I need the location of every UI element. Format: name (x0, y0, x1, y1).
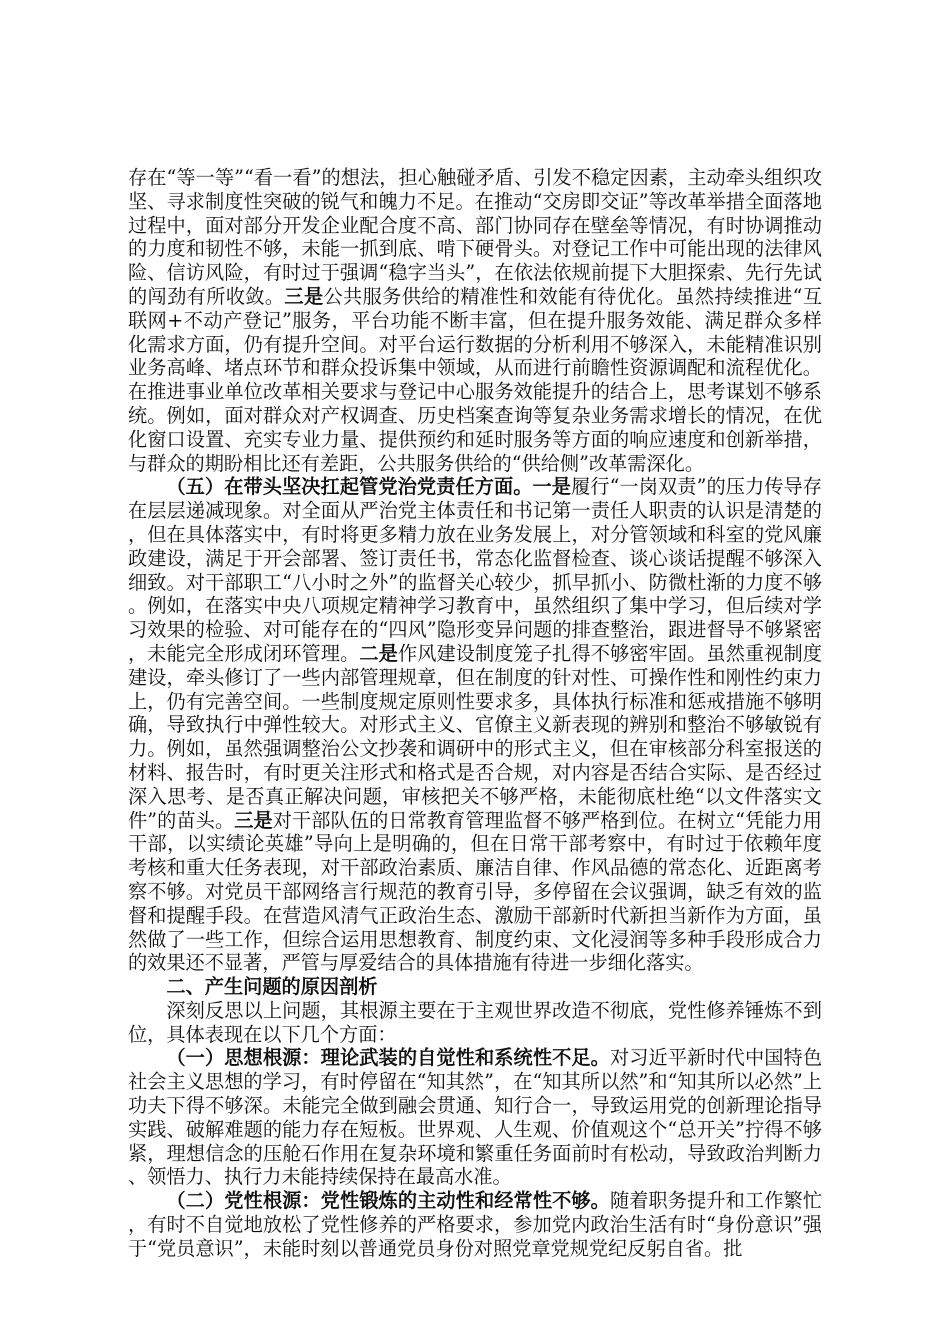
paragraph-ideological-root (128, 1046, 822, 1189)
section-heading-2: 二、产生问题的原因剖析 (166, 975, 378, 999)
paragraph-text: 随着职务提升和工作繁忙，有时不自觉地放松了党性修养的严格要求，参加党内政治生活有时“身份意识”强于“党员意识”，未能时刻以普通党员身份对照党章党规党纪反躬自省。批 (128, 1189, 823, 1260)
subsection-heading-1: （一）思想根源：理论武装的自觉性和系统性不足。 (166, 1046, 610, 1070)
bold-lead: 二是 (359, 641, 398, 665)
paragraph-text: 存在“等一等”“看一看”的想法，担心触碰矛盾、引发不稳定因素，主动牵头组织攻坚、寻求制度性突破的锐气和魄力不足。 (128, 166, 822, 213)
document-page (128, 166, 822, 1261)
bold-lead: 三是 (284, 284, 324, 308)
paragraph-public-service (128, 166, 822, 475)
section-heading-5: （五）在带头坚决扛起管党治党责任方面。一是 (166, 475, 572, 499)
paragraph-text: 在推动“交房即交证”等改革举措全面落地过程中，面对部分开发企业配合度不高、部门协同存在壁垒等情况，有时协调推动的力度和韧性不够，未能一抓到底、啃下硬骨头。对登记工作中可能出现的法律风险、信访风险，有时过于强调“稳字当头”，在依法依规前提下大胆探索、先行先试的闯劲有所收敛。 (128, 189, 822, 308)
paragraph-text: 履行“一岗双责”的压力传导存在层层递减现象。对全面从严治党主体责任和书记第一责任人职责的认识是清楚的，但在具体落实中，有时将更多精力放在业务发展上，对分管领域和科室的党风廉政建设，满足于开会部署、签订责任书，常态化监督检查、谈心谈话提醒不够深入细致。对干部职工“八小时之外”的监督关心较少，抓早抓小、防微杜渐的力度不够。例如，在落实中央八项规定精神学习教育中，虽然组织了集中学习，但后续对学习效果的检验、对可能存在的“四风”隐形变异问题的排查整治，跟进督导不够紧密，未能完全形成闭环管理。 (128, 475, 822, 665)
paragraph-root-cause-intro: 深刻反思以上问题，其根源主要在于主观世界改造不彻底，党性修养锤炼不到位，具体表现在以下几个方面： (128, 998, 822, 1046)
paragraph-text: 作风建设制度笼子扎得不够密牢固。虽然重视制度建设，牵头修订了一些内部管理规章，但在制度的针对性、可操作性和刚性约束力上，仍有完善空间。一些制度规定原则性要求多，具体执行标准和惩戒措施不够明确，导致执行中弹性较大。对形式主义、官僚主义新表现的辨别和整治不够敏锐有力。例如，虽然强调整治公文抄袭和调研中的形式主义，但在审核部分科室报送的材料、报告时，有时更关注形式和格式是否合规，对内容是否结合实际、是否经过深入思考、是否真正解决问题，审核把关不够严格，未能彻底杜绝“以文件落实文件”的苗头。 (128, 641, 823, 832)
bold-lead: 三是 (234, 808, 273, 832)
paragraph-text: 对习近平新时代中国特色社会主义思想的学习，有时停留在“知其然”，在“知其所以然”和“知其所以必然”上功夫下得不够深。未能完全做到融会贯通、知行合一，导致运用党的创新理论指导实践、破解难题的能力存在短板。世界观、人生观、价值观这个“总开关”拧得不够紧，理想信念的压舱石作用在复杂环境和繁重任务面前时有松动，导致政治判断力、领悟力、执行力未能持续保持在最高水准。 (128, 1046, 823, 1189)
subsection-heading-2: （二）党性根源：党性锻炼的主动性和经常性不够。 (166, 1189, 610, 1213)
paragraph-text: 对干部队伍的日常教育管理监督不够严格到位。在树立“凭能力用干部，以实绩论英雄”导向上是明确的，但在日常干部考察中，有时过于依赖年度考核和重大任务表现，对干部政治素质、廉洁自律、作风品德的常态化、近距离考察不够。对党员干部网络言行规范的教育引导，多停留在会议强调，缺乏有效的监督和提醒手段。在营造风清气正政治生态、激励干部新时代新担当新作为方面，虽然做了一些工作，但综合运用思想教育、制度约束、文化浸润等多种手段形成合力的效果还不显著，严管与厚爱结合的具体措施有待进一步细化落实。 (128, 808, 822, 975)
paragraph-party-spirit-root (128, 1189, 822, 1260)
paragraph-text: 公共服务供给的精准性和效能有待优化。虽然持续推进“互联网+不动产登记”服务，平台功能不断丰富，但在提升服务效能、满足群众多样化需求方面，仍有提升空间。对平台运行数据的分析利用不够深入，未能精准识别业务高峰、堵点环节和群众投诉集中领域，从而进行前瞻性资源调配和流程优化。在推进事业单位改革相关要求与登记中心服务效能提升的结合上，思考谋划不够系统。例如，面对群众对产权调查、历史档案查询等复杂业务需求增长的情况，在优化窗口设置、充实专业力量、提供预约和延时服务等方面的响应速度和创新举措，与群众的期盼相比还有差距，公共服务供给的“供给侧”改革需深化。 (128, 284, 823, 475)
paragraph-party-governance (128, 475, 822, 975)
